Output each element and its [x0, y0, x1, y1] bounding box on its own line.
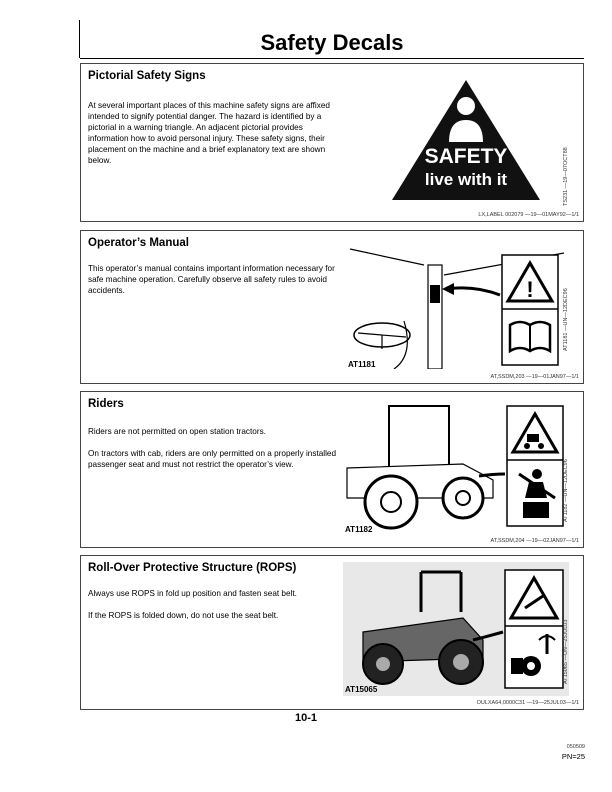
section-footer-code: OULXA64,0000C31 —19—25JUL03—1/1: [476, 700, 579, 706]
section-heading: Operator’s Manual: [88, 237, 189, 249]
section-heading: Roll-Over Protective Structure (ROPS): [88, 562, 297, 574]
section-footer-code: AT,SSDM,203 —19—01JAN97—1/1: [490, 374, 579, 380]
image-code: AT1181 —UN—12DEC96: [563, 288, 569, 351]
safety-text: SAFETY: [424, 145, 508, 168]
title-underline: [80, 58, 584, 59]
date-code: 050509: [566, 744, 585, 750]
image-label: AT15065: [345, 685, 378, 694]
riders-decal-image: [343, 402, 569, 534]
section-paragraph: On tractors with cab, riders are only permitted on a properly installed passenger seat and must not restrict the operator’s view.: [88, 449, 337, 469]
rops-decal-image: [343, 562, 569, 696]
section-paragraph: This operator’s manual contains important information necessary for safe machine operation. Carefully observe all safety rules to avoid accidents.: [88, 264, 335, 295]
section-riders: [80, 391, 584, 548]
svg-text:!: !: [526, 277, 534, 302]
image-code: AT1182 —UN—12DEC96: [563, 459, 569, 522]
section-heading: Riders: [88, 398, 124, 410]
page-title: Safety Decals: [260, 30, 404, 55]
section-paragraph: Riders are not permitted on open station tractors.: [88, 427, 266, 436]
live-with-it-text: live with it: [424, 170, 508, 189]
image-label: AT1181: [348, 360, 376, 369]
image-code: AT15065 —UN—25JUL03: [563, 619, 569, 684]
section-paragraph: Always use ROPS in fold up position and fasten seat belt.: [88, 589, 297, 598]
section-pictorial-safety-signs: [80, 63, 584, 222]
section-footer-code: LX,LABEL 002079 —19—01MAY92—1/1: [478, 212, 579, 218]
section-rops: [80, 555, 584, 710]
operators-manual-decal-image: [344, 245, 564, 369]
section-footer-code: AT,SSDM,204 —19—02JAN97—1/1: [490, 538, 579, 544]
image-label: AT1182: [345, 525, 373, 534]
section-paragraph: At several important places of this machine safety signs are affixed intended to signify potential danger. The hazard is identified by a pictorial in a warning triangle. An adjacent pictorial provides information how to avoid personal injury. These safety signs, their placement on the machine and a brief explanatory text are shown below.: [88, 101, 330, 165]
section-operators-manual: [80, 230, 584, 384]
image-code: TS231 —19—07OCT88: [563, 147, 569, 206]
safety-triangle-decal-image: [386, 76, 546, 204]
pn-label: PN=25: [561, 752, 585, 761]
page-number: 10-1: [294, 712, 318, 724]
section-paragraph: If the ROPS is folded down, do not use the seat belt.: [88, 611, 279, 620]
section-heading: Pictorial Safety Signs: [88, 70, 206, 82]
